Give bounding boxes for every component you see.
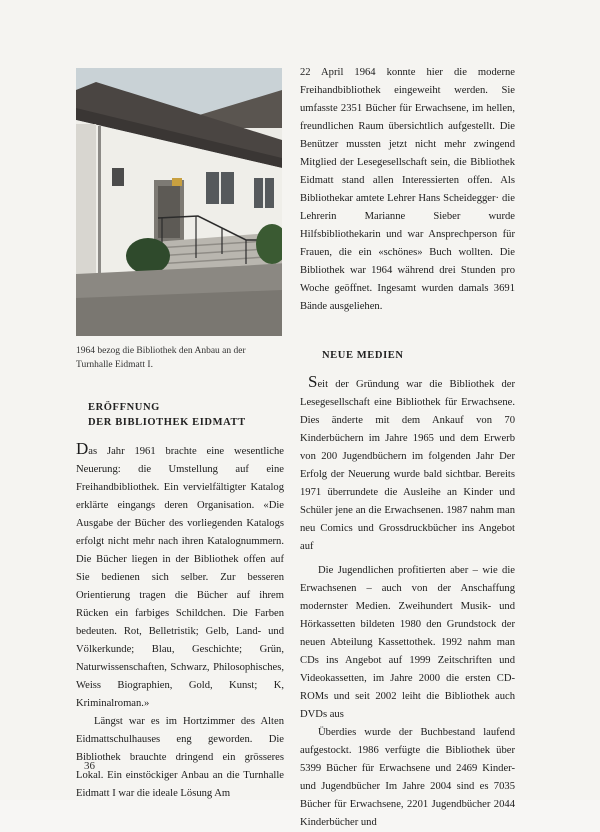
paragraph-umstellung xyxy=(76,440,284,713)
library-building-illustration xyxy=(76,68,282,336)
paragraph-jugendliche: Die Jugendlichen profitierten aber – wie die Erwachsenen – auch von der Anschaffung modernster Medien. Zweihundert Musik- und Hörkassetten bildeten 1980 den Grundstock der neuen Abteilung Kassettothek. 1992 nahm man CDs ins Angebot auf 1999 Zeitschriften und Videokassetten, im Jahre 2000 die ersten CD-ROMs und seit 2002 leiht die Bibliothek auch DVDs aus xyxy=(300,565,515,720)
photo-caption: 1964 bezog die Bibliothek den Anbau an der Turnhalle Eidmatt I. xyxy=(76,346,246,370)
paragraph-gruendung xyxy=(300,373,515,556)
paragraph-text: eit der Gründung war die Bibliothek der Lesegesellschaft eine Bibliothek für Erwachsene. Dies änderte mit dem Ankauf von 70 Kinderbüchern im Jahre 1965 und dem Erwerb von 200 Jugendbüchern im folgenden Jahr Der Erfolg der Neuerung wurde bald sichtbar. Bereits 1971 überrundete die Ausleihe an Kinder und Schüler jene an die Erwachsenen. 1987 nahm man neu Comics und Grossdruckbücher ins Angebot auf xyxy=(300,379,515,552)
drop-cap: D xyxy=(76,439,89,458)
right-column xyxy=(300,64,515,832)
paragraph-einweihung: 22 April 1964 konnte hier die moderne Freihandbibliothek eingeweiht werden. Sie umfasste 2351 Bücher für Erwachsene, im hellen, freundlichen Raum übersichtlich aufgestellt. Die Benützer mussten jetzt nicht mehr zwingend Mitglied der Lesegesellschaft sein, die Bibliothek Eidmatt stand allen Interessierten offen. Als Bibliothekar amtete Lehrer Hans Scheidegger· die Lehrerin Marianne Sieber wurde Hilfsbibliothekarin und war Ansprechperson für Frauen, die ein «schönes» Buch wollten. Die Bibliothek war 1964 während drei Stunden pro Woche geöffnet. Ingesamt wurden damals 3691 Bände ausgeliehen. xyxy=(300,67,515,312)
drop-cap: S xyxy=(308,372,318,391)
section-heading-eroeffnung xyxy=(88,400,284,430)
paragraph-buchbestand: Überdies wurde der Buchbestand laufend aufgestockt. 1986 verfügte die Bibliothek über 5399 Bücher für Erwachsene und 2469 Kinder- und Jugendbücher Im Jahre 2004 sind es 7035 Bücher für Erwachsene, 2201 Jugendbücher 2044 Kinderbücher und xyxy=(300,727,515,828)
page-number: 36 xyxy=(84,760,95,772)
library-building-photo xyxy=(76,68,282,336)
paragraph-text: as Jahr 1961 brachte eine wesentliche Neuerung: die Umstellung auf eine Freihandbibliothek. Ein vervielfältigter Katalog erklärte eingangs deren Organisation. «Die Ausgabe der Bücher des vorliegenden Katalogs erfolgt nicht mehr nach ihren Katalognummern. Die Bücher liegen in der Bibliothek offen auf Sie bedienen sich selber. Zur besseren Orientierung tragen die Bücher auf ihrem Rücken ein farbiges Schildchen. Die Farben bedeuten. Rot, Belletristik; Gelb, Land- und Völkerkunde; Blau, Geschichte; Grün, Naturwissenschaften, Schwarz, Philosophisches, Weiss Biographien, Gold, Kunst; K, Kriminalroman.» xyxy=(76,446,284,709)
left-column xyxy=(76,68,284,803)
heading-line-1: ERÖFFNUNG xyxy=(88,402,160,413)
heading-line-2: DER BIBLIOTHEK EIDMATT xyxy=(88,417,246,428)
section-heading-neue-medien: NEUE MEDIEN xyxy=(322,350,404,361)
paragraph-anbau: Längst war es im Hortzimmer des Alten Eidmattschulhauses eng geworden. Die Bibliothek brauchte dringend ein grösseres Lokal. Ein einstöckiger Anbau an die Turnhalle Eidmatt I war die ideale Lösung Am xyxy=(76,716,284,799)
